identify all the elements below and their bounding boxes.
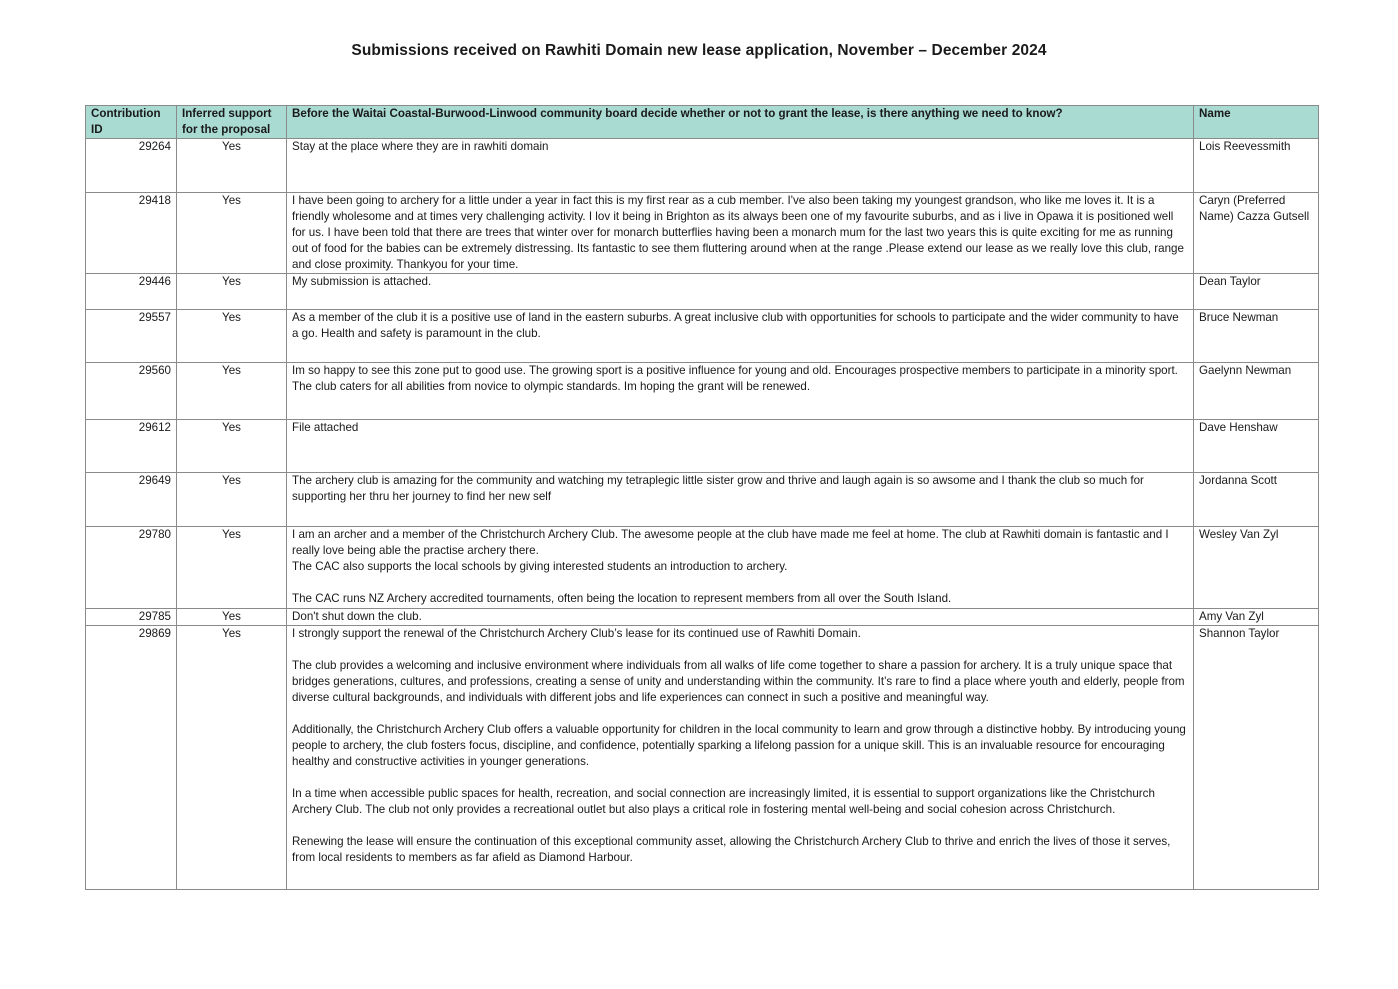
table-row [86,363,1319,420]
table-row [86,527,1319,609]
document-title: Submissions received on Rawhiti Domain new lease application, November – December 2024 [351,42,1047,59]
comment-cell: The archery club is amazing for the community and watching my tetraplegic little sister grow and thrive and laugh again is so awsome and I thank the club so much for supporting her thru her journey to find her new self [287,473,1194,527]
submitter-name-cell: Jordanna Scott [1194,473,1319,527]
header-contribution-id: Contribution ID [86,106,177,139]
table-row [86,274,1319,310]
table-row [86,609,1319,626]
submitter-name-cell: Wesley Van Zyl [1194,527,1319,609]
comment-cell: My submission is attached. [287,274,1194,310]
submitter-name-cell: Caryn (Preferred Name) Cazza Gutsell [1194,193,1319,274]
contribution-id-cell: 29557 [86,310,177,363]
comment-cell: Im so happy to see this zone put to good use. The growing sport is a positive influence for young and old. Encourages prospective members to participate in a minority sport. The club caters for all abilities from novice to olympic standards. Im hoping the grant will be renewed. [287,363,1194,420]
comment-paragraph: The CAC runs NZ Archery accredited tournaments, often being the location to represent members from all over the South Island. [292,592,952,605]
comment-paragraph: I am an archer and a member of the Christchurch Archery Club. The awesome people at the club have made me feel at home. The club at Rawhiti domain is fantastic and I really love being able the practise archery there. [292,528,1172,557]
contribution-id-cell: 29780 [86,527,177,609]
comment-spacer [292,642,1188,658]
submitter-name-cell: Dave Henshaw [1194,420,1319,473]
comment-cell: I have been going to archery for a little under a year in fact this is my first rear as a cub member. I've also been taking my youngest grandson, who like me loves it. It is a friendly wholesome and at times very challenging activity. I lov it being in Brighton as its always been one of my favourite suburbs, and as i live in Opawa it is positioned well for us. I have been told that there are trees that winter over for monarch butterflies having been a monarch mum for the last two years this is quite exciting for me as running out of food for the babies can be extremely distressing. Its fantastic to see them fluttering around when at the range .Please extend our lease as we really love this club, range and close proximity. Thankyou for your time. [287,193,1194,274]
table-row [86,626,1319,890]
header-name: Name [1194,106,1319,139]
comment-cell: As a member of the club it is a positive use of land in the eastern suburbs. A great inclusive club with opportunities for schools to participate and the wider community to have a go. Health and safety is paramount in the club. [287,310,1194,363]
submitter-name-cell: Dean Taylor [1194,274,1319,310]
comment-cell: Don't shut down the club. [287,609,1194,626]
comment-paragraph: The CAC also supports the local schools by giving interested students an introduction to archery. [292,560,788,573]
comment-paragraph: I strongly support the renewal of the Christchurch Archery Club’s lease for its continued use of Rawhiti Domain. [292,627,861,640]
table-row [86,193,1319,274]
contribution-id-cell: 29649 [86,473,177,527]
table-body [86,139,1319,890]
contribution-id-cell: 29418 [86,193,177,274]
comment-spacer [292,575,1188,591]
table-header-row [86,106,1319,139]
inferred-support-cell: Yes [177,420,287,473]
comment-cell: Stay at the place where they are in rawhiti domain [287,139,1194,193]
contribution-id-cell: 29560 [86,363,177,420]
comment-spacer [292,818,1188,834]
contribution-id-cell: 29264 [86,139,177,193]
contribution-id-cell: 29785 [86,609,177,626]
inferred-support-cell: Yes [177,473,287,527]
submitter-name-cell: Gaelynn Newman [1194,363,1319,420]
comment-paragraph: The club provides a welcoming and inclusive environment where individuals from all walks of life come together to share a passion for archery. It is a truly unique space that bridges generations, cultures, and professions, creating a sense of unity and understanding within the community. It’s rare to find a place where youth and elderly, people from diverse cultural backgrounds, and individuals with different jobs and life experiences can connect in such a positive and meaningful way. [292,659,1188,704]
inferred-support-cell: Yes [177,363,287,420]
contribution-id-cell: 29612 [86,420,177,473]
table-row [86,420,1319,473]
inferred-support-cell: Yes [177,609,287,626]
submissions-table [85,105,1319,890]
inferred-support-cell: Yes [177,193,287,274]
contribution-id-cell: 29446 [86,274,177,310]
table-row [86,473,1319,527]
submitter-name-cell: Amy Van Zyl [1194,609,1319,626]
header-question: Before the Waitai Coastal-Burwood-Linwood community board decide whether or not to grant the lease, is there anything we need to know? [287,106,1194,139]
submitter-name-cell: Bruce Newman [1194,310,1319,363]
comment-cell: File attached [287,420,1194,473]
contribution-id-cell: 29869 [86,626,177,890]
comment-paragraph: In a time when accessible public spaces for health, recreation, and social connection are increasingly limited, it is essential to support organizations like the Christchurch Archery Club. The club not only provides a recreational outlet but also plays a critical role in fostering mental well-being and social cohesion across Christchurch. [292,787,1158,816]
table-row [86,139,1319,193]
inferred-support-cell: Yes [177,139,287,193]
header-inferred-support: Inferred support for the proposal [177,106,287,139]
comment-cell [287,527,1194,609]
comment-paragraph: Renewing the lease will ensure the continuation of this exceptional community asset, allowing the Christchurch Archery Club to thrive and enrich the lives of those it serves, from local residents to members as far afield as Diamond Harbour. [292,835,1174,864]
submitter-name-cell: Shannon Taylor [1194,626,1319,890]
comment-cell [287,626,1194,890]
comment-paragraph: Additionally, the Christchurch Archery Club offers a valuable opportunity for children in the local community to learn and grow through a distinctive hobby. By introducing young people to archery, the club fosters focus, discipline, and confidence, potentially sparking a lifelong passion for a unique skill. This is an invaluable resource for encouraging healthy and constructive activities in younger generations. [292,723,1190,768]
submitter-name-cell: Lois Reevessmith [1194,139,1319,193]
inferred-support-cell: Yes [177,626,287,890]
comment-spacer [292,770,1188,786]
comment-spacer [292,706,1188,722]
table-row [86,310,1319,363]
inferred-support-cell: Yes [177,310,287,363]
inferred-support-cell: Yes [177,274,287,310]
inferred-support-cell: Yes [177,527,287,609]
